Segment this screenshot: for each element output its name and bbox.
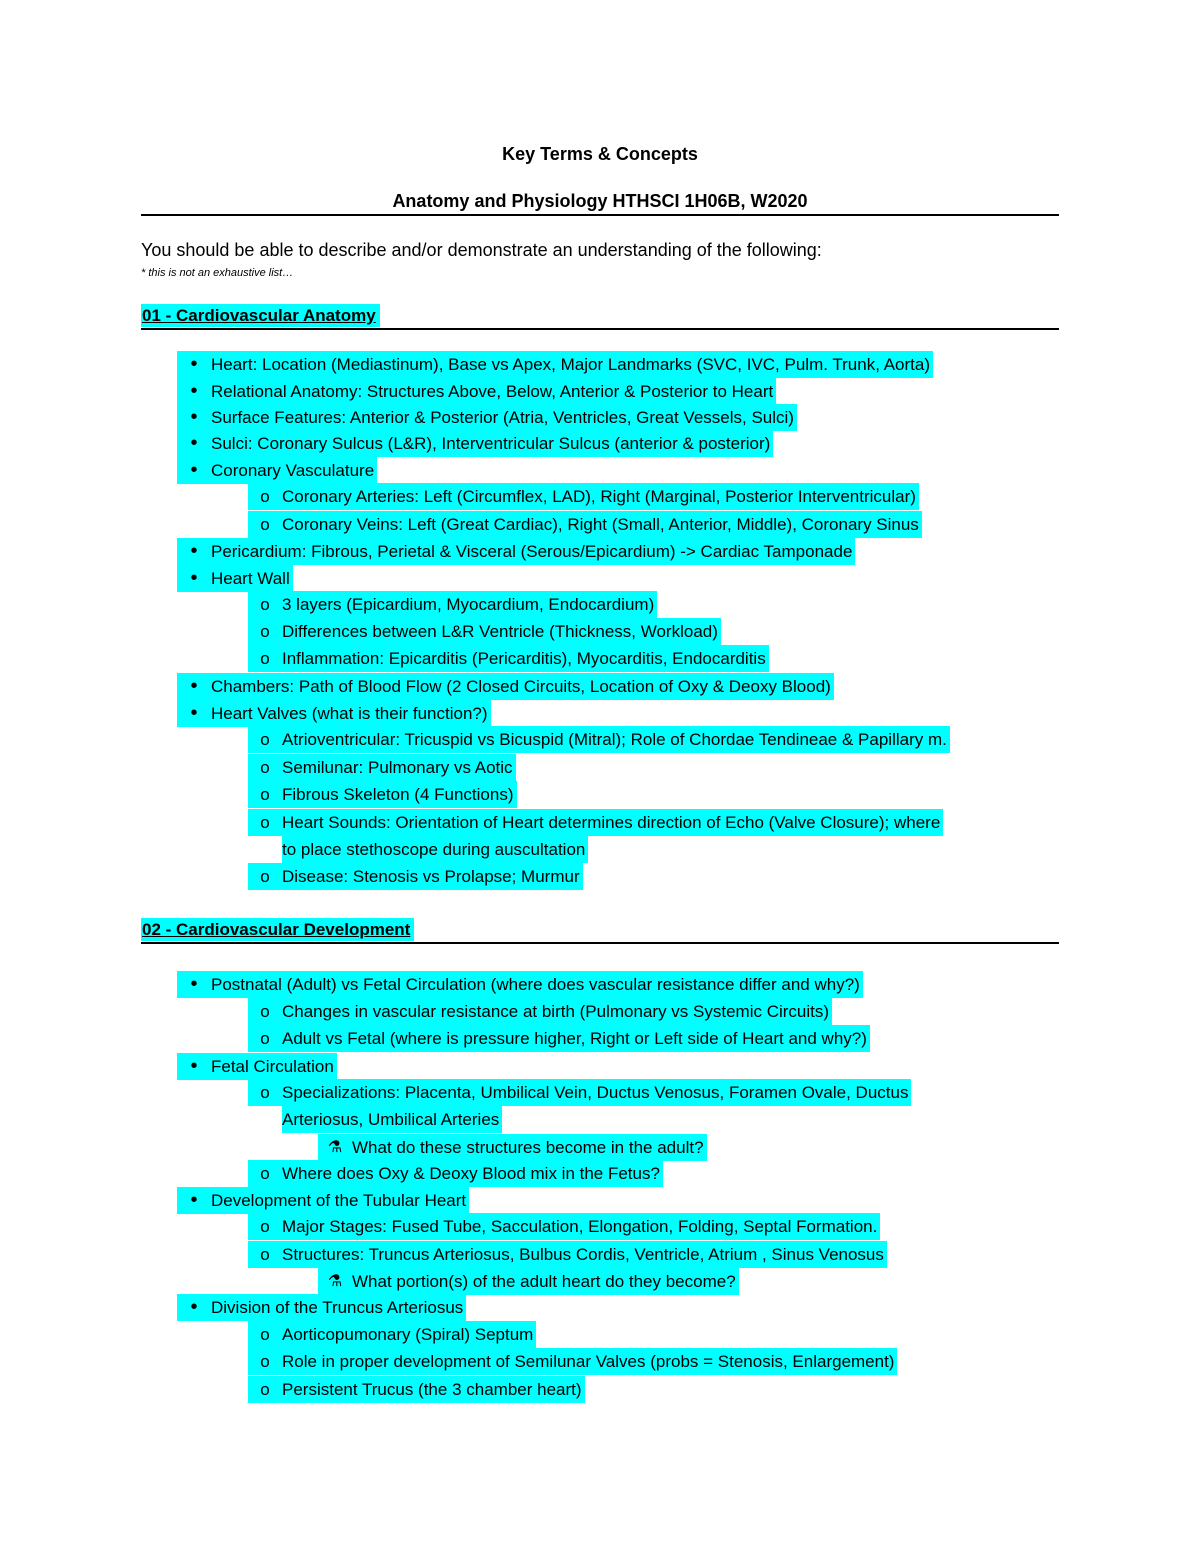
bullet-icon: • (177, 457, 211, 484)
course-title: Anatomy and Physiology HTHSCI 1H06B, W2020 (392, 191, 808, 211)
circle-bullet-icon: o (248, 781, 282, 808)
circle-bullet-icon: o (248, 1160, 282, 1187)
bullet-icon: • (177, 351, 211, 378)
bullet-icon: • (177, 1053, 211, 1080)
bullet-icon: • (177, 971, 211, 998)
bullet-icon: • (177, 673, 211, 700)
bullet-icon: • (177, 378, 211, 405)
circle-bullet-icon: o (248, 1321, 282, 1348)
circle-bullet-icon: o (248, 754, 282, 781)
header-divider (141, 214, 1059, 216)
bullet-icon: • (177, 430, 211, 457)
circle-bullet-icon: o (248, 1376, 282, 1403)
bullet-icon: • (177, 700, 211, 727)
circle-bullet-icon: o (248, 618, 282, 645)
circle-bullet-icon: o (248, 511, 282, 538)
section-heading-text: 01 - Cardiovascular Anatomy (141, 304, 380, 327)
circle-bullet-icon: o (248, 809, 282, 836)
bullet-icon: • (177, 1187, 211, 1214)
disclaimer-note: * this is not an exhaustive list… (141, 267, 294, 279)
section-heading-cardiovascular-development (141, 916, 414, 944)
circle-bullet-icon: o (248, 998, 282, 1025)
bullet-icon: • (177, 1294, 211, 1321)
circle-bullet-icon: o (248, 645, 282, 672)
circle-bullet-icon: o (248, 1348, 282, 1375)
bullet-icon: • (177, 538, 211, 565)
circle-bullet-icon: o (248, 726, 282, 753)
bullet-icon: • (177, 404, 211, 431)
circle-bullet-icon: o (248, 591, 282, 618)
sub-bullet-icon: ⚗ (318, 1134, 352, 1161)
document-page: Key Terms & Concepts Anatomy and Physiology HTHSCI 1H06B, W2020 You should be able to describe and/or demonstrate an understanding of the following: * this is not an exhaustive list… 01 - Cardiovascular Anatomy • Heart: Location (Mediastinum), Base vs Apex, Major Landmarks (SVC, IVC, Pulm. Trunk, Aorta) • Relational Anatomy: Structures Above, Below, Anterior & Posterior to Heart • Surface Features: Anterior & Posterior (Atria, Ventricles, Great Vessels, Sulci) • Sulci: Coronary Sulcus (L&R), Interventricular Sulcus (anterior & posterior) • Coronary Vasculature o Coronary Arteries: Left (Circumflex, LAD), Right (Marginal, Posterior Interventricular) o Coronary Veins: Left (Great Cardiac), Right (Small, Anterior, Middle), Coronary Sinus • Pericardium: Fibrous, Perietal & Visceral (Serous/Epicardium) -> Cardiac Tamponade • Heart Wall o 3 layers (Epicardium, Myocardium, Endocardium) o Differences between L&R Ventricle (Thickness, Workload) o Inflammation: Epicarditis (Pericarditis), Myocarditis, Endocarditis • Chambers: Path of Blood Flow (2 Closed Circuits, Location of Oxy & Deoxy Blood) • Heart Valves (what is their function?) o Atrioventricular: Tricuspid vs Bicuspid (Mitral); Role of Chordae Tendineae & Papillary m. o Semilunar: Pulmonary vs Aotic o Fibrous Skeleton (4 Functions) o Heart Sounds: Orientation of Heart determines direction of Echo (Valve Closure); where to place stethoscope during auscultation o Disease: Stenosis vs Prolapse; Murmur 02 - Cardiovascular Development • Postnatal (Adult) vs Fetal Circulation (where does vascular resistance differ and why?) o Changes in vascular resistance at birth (Pulmonary vs Systemic Circuits) o Adult vs Fetal (where is pressure higher, Right or Left side of Heart and why?) • Fetal Circulation o Specializations: Placenta, Umbilical Vein, Ductus Venosus, Foramen Ovale, Ductus Arteriosus, Umbilical Arteries ⚗ What do these structures become in the adult? o Where does Oxy & Deoxy Blood mix in the Fetus? • Development of the Tubular Heart o Major Stages: Fused Tube, Sacculation, Elongation, Folding, Septal Formation. o Structures: Truncus Arteriosus, Bulbus Cordis, Ventricle, Atrium , Sinus Venosus ⚗ What portion(s) of the adult heart do they become? • Division of the Truncus Arteriosus o Aorticopumonary (Spiral) Septum o Role in proper development of Semilunar Valves (probs = Stenosis, Enlargement) o Persistent Trucus (the 3 chamber heart) (0, 0, 1200, 1553)
section-divider (141, 328, 1059, 330)
circle-bullet-icon: o (248, 863, 282, 890)
circle-bullet-icon: o (248, 1079, 282, 1106)
sub-bullet-icon: ⚗ (318, 1268, 352, 1295)
document-title: Key Terms & Concepts (502, 144, 698, 164)
circle-bullet-icon: o (248, 1213, 282, 1240)
bullet-icon: • (177, 565, 211, 592)
circle-bullet-icon: o (248, 483, 282, 510)
section-divider (141, 942, 1059, 944)
section-heading-text: 02 - Cardiovascular Development (141, 918, 414, 941)
section-heading-cardiovascular-anatomy (141, 302, 380, 330)
intro-text: You should be able to describe and/or demonstrate an understanding of the following: (141, 240, 822, 260)
circle-bullet-icon: o (248, 1241, 282, 1268)
circle-bullet-icon: o (248, 1025, 282, 1052)
